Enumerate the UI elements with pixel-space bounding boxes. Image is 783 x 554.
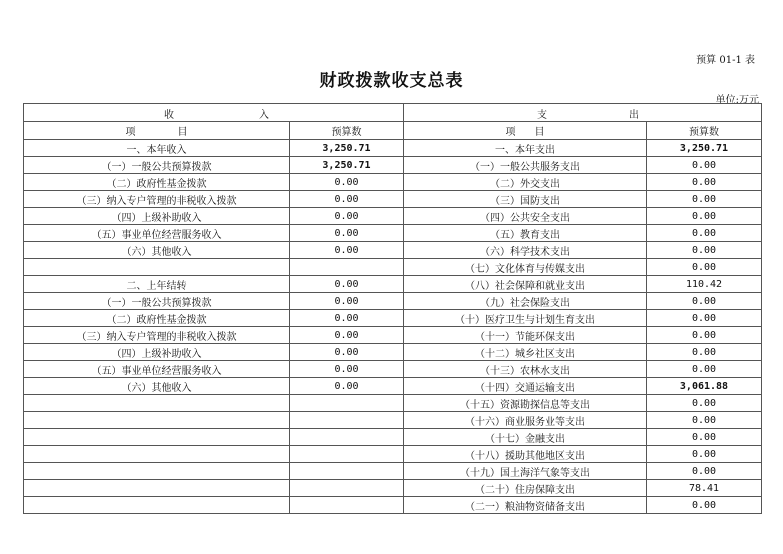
expense-item-cell: （十四）交通运输支出 <box>404 378 647 395</box>
form-code: 预算 01-1 表 <box>696 55 755 66</box>
income-item-cell: （五）事业单位经营服务收入 <box>24 361 290 378</box>
table-row <box>24 276 762 293</box>
income-amount-cell: 0.00 <box>290 191 404 208</box>
expense-item-cell: （二）外交支出 <box>404 174 647 191</box>
table-row <box>24 293 762 310</box>
expense-item-cell: （十七）金融支出 <box>404 429 647 446</box>
table-row <box>24 446 762 463</box>
table-row <box>24 344 762 361</box>
income-item-cell <box>24 446 290 463</box>
expense-amount-cell: 0.00 <box>647 293 762 310</box>
income-item-cell <box>24 463 290 480</box>
income-item-cell <box>24 259 290 276</box>
expense-item-cell: 一、本年支出 <box>404 140 647 157</box>
income-item-cell: （一）一般公共预算拨款 <box>24 293 290 310</box>
section-header-row <box>24 104 762 122</box>
expense-item-cell: （八）社会保障和就业支出 <box>404 276 647 293</box>
income-item-cell: 一、本年收入 <box>24 140 290 157</box>
expense-item-cell: （十五）资源勘探信息等支出 <box>404 395 647 412</box>
expense-item-cell: （六）科学技术支出 <box>404 242 647 259</box>
table-row <box>24 480 762 497</box>
table-row <box>24 395 762 412</box>
expense-amount-cell: 0.00 <box>647 429 762 446</box>
table-row <box>24 497 762 514</box>
income-amount-cell: 3,250.71 <box>290 157 404 174</box>
expense-amount-cell: 0.00 <box>647 157 762 174</box>
expense-amount-cell: 0.00 <box>647 497 762 514</box>
expense-header-char-a: 支 <box>537 110 547 121</box>
table-row <box>24 242 762 259</box>
income-item-cell: （一）一般公共预算拨款 <box>24 157 290 174</box>
income-amount-cell: 0.00 <box>290 208 404 225</box>
income-amount-cell: 0.00 <box>290 242 404 259</box>
expense-item-cell: （四）公共安全支出 <box>404 208 647 225</box>
expense-amount-cell: 3,061.88 <box>647 378 762 395</box>
income-item-cell: （五）事业单位经营服务收入 <box>24 225 290 242</box>
page-title: 财政拨款收支总表 <box>319 71 464 91</box>
expense-section-header <box>404 104 762 122</box>
income-item-cell: （四）上级补助收入 <box>24 344 290 361</box>
expense-item-cell: （九）社会保险支出 <box>404 293 647 310</box>
item-header-char-a: 项 <box>125 127 136 138</box>
income-amount-cell: 0.00 <box>290 276 404 293</box>
expense-item-cell: （十八）援助其他地区支出 <box>404 446 647 463</box>
expense-amount-cell: 0.00 <box>647 344 762 361</box>
income-item-cell: 二、上年结转 <box>24 276 290 293</box>
expense-item-cell: （三）国防支出 <box>404 191 647 208</box>
income-item-cell: （四）上级补助收入 <box>24 208 290 225</box>
expense-amount-cell: 0.00 <box>647 412 762 429</box>
table-row <box>24 140 762 157</box>
expense-amount-cell: 78.41 <box>647 480 762 497</box>
expense-amount-cell: 0.00 <box>647 446 762 463</box>
income-item-cell <box>24 395 290 412</box>
income-amount-cell: 0.00 <box>290 293 404 310</box>
expense-item-cell: （二十）住房保障支出 <box>404 480 647 497</box>
expense-amount-cell: 110.42 <box>647 276 762 293</box>
income-item-cell: （三）纳入专户管理的非税收入拨款 <box>24 327 290 344</box>
table-row <box>24 378 762 395</box>
expense-amount-cell: 0.00 <box>647 242 762 259</box>
income-amount-cell <box>290 395 404 412</box>
income-section-header <box>24 104 404 122</box>
income-amount-cell <box>290 480 404 497</box>
income-amount-cell <box>290 429 404 446</box>
expense-item-header: 项 目 <box>404 122 647 140</box>
expense-amount-cell: 3,250.71 <box>647 140 762 157</box>
expense-amount-cell: 0.00 <box>647 361 762 378</box>
expense-amount-cell: 0.00 <box>647 174 762 191</box>
income-item-cell: （二）政府性基金拨款 <box>24 310 290 327</box>
income-item-cell: （六）其他收入 <box>24 242 290 259</box>
income-amount-cell: 3,250.71 <box>290 140 404 157</box>
budget-table <box>23 103 762 514</box>
expense-amount-cell: 0.00 <box>647 191 762 208</box>
income-amount-cell: 0.00 <box>290 344 404 361</box>
income-item-cell <box>24 412 290 429</box>
income-budget-header: 预算数 <box>290 122 404 140</box>
income-amount-cell: 0.00 <box>290 310 404 327</box>
expense-item-cell: （十九）国土海洋气象等支出 <box>404 463 647 480</box>
expense-item-cell: （十六）商业服务业等支出 <box>404 412 647 429</box>
table-row <box>24 157 762 174</box>
expense-budget-header: 预算数 <box>647 122 762 140</box>
table-row <box>24 412 762 429</box>
income-amount-cell: 0.00 <box>290 378 404 395</box>
income-item-cell: （六）其他收入 <box>24 378 290 395</box>
table-row <box>24 327 762 344</box>
item-header-char-b: 目 <box>177 127 188 138</box>
table-row <box>24 463 762 480</box>
income-amount-cell: 0.00 <box>290 361 404 378</box>
income-item-cell <box>24 480 290 497</box>
table-row <box>24 429 762 446</box>
income-amount-cell: 0.00 <box>290 174 404 191</box>
expense-amount-cell: 0.00 <box>647 395 762 412</box>
income-amount-cell <box>290 446 404 463</box>
income-item-cell <box>24 497 290 514</box>
expense-item-cell: （十二）城乡社区支出 <box>404 344 647 361</box>
table-row <box>24 191 762 208</box>
income-amount-cell <box>290 497 404 514</box>
expense-amount-cell: 0.00 <box>647 259 762 276</box>
expense-amount-cell: 0.00 <box>647 327 762 344</box>
expense-item-cell: （七）文化体育与传媒支出 <box>404 259 647 276</box>
income-item-cell: （三）纳入专户管理的非税收入拨款 <box>24 191 290 208</box>
income-header-char-b: 入 <box>259 110 269 121</box>
expense-amount-cell: 0.00 <box>647 208 762 225</box>
table-row <box>24 310 762 327</box>
expense-item-cell: （二一）粮油物资储备支出 <box>404 497 647 514</box>
expense-amount-cell: 0.00 <box>647 463 762 480</box>
column-header-row <box>24 122 762 140</box>
table-row <box>24 174 762 191</box>
income-amount-cell: 0.00 <box>290 225 404 242</box>
expense-item-cell: （一）一般公共服务支出 <box>404 157 647 174</box>
table-row <box>24 225 762 242</box>
expense-item-cell: （十一）节能环保支出 <box>404 327 647 344</box>
income-amount-cell <box>290 412 404 429</box>
income-item-header <box>24 122 290 140</box>
income-amount-cell: 0.00 <box>290 327 404 344</box>
income-amount-cell <box>290 463 404 480</box>
income-amount-cell <box>290 259 404 276</box>
unit-label: 单位:万元 <box>715 95 759 106</box>
income-header-char-a: 收 <box>164 110 174 121</box>
income-item-cell <box>24 429 290 446</box>
expense-item-cell: （五）教育支出 <box>404 225 647 242</box>
income-item-cell: （二）政府性基金拨款 <box>24 174 290 191</box>
table-row <box>24 208 762 225</box>
expense-item-cell: （十三）农林水支出 <box>404 361 647 378</box>
expense-item-cell: （十）医疗卫生与计划生育支出 <box>404 310 647 327</box>
table-row <box>24 259 762 276</box>
table-row <box>24 361 762 378</box>
expense-amount-cell: 0.00 <box>647 310 762 327</box>
expense-amount-cell: 0.00 <box>647 225 762 242</box>
expense-header-char-b: 出 <box>629 110 639 121</box>
